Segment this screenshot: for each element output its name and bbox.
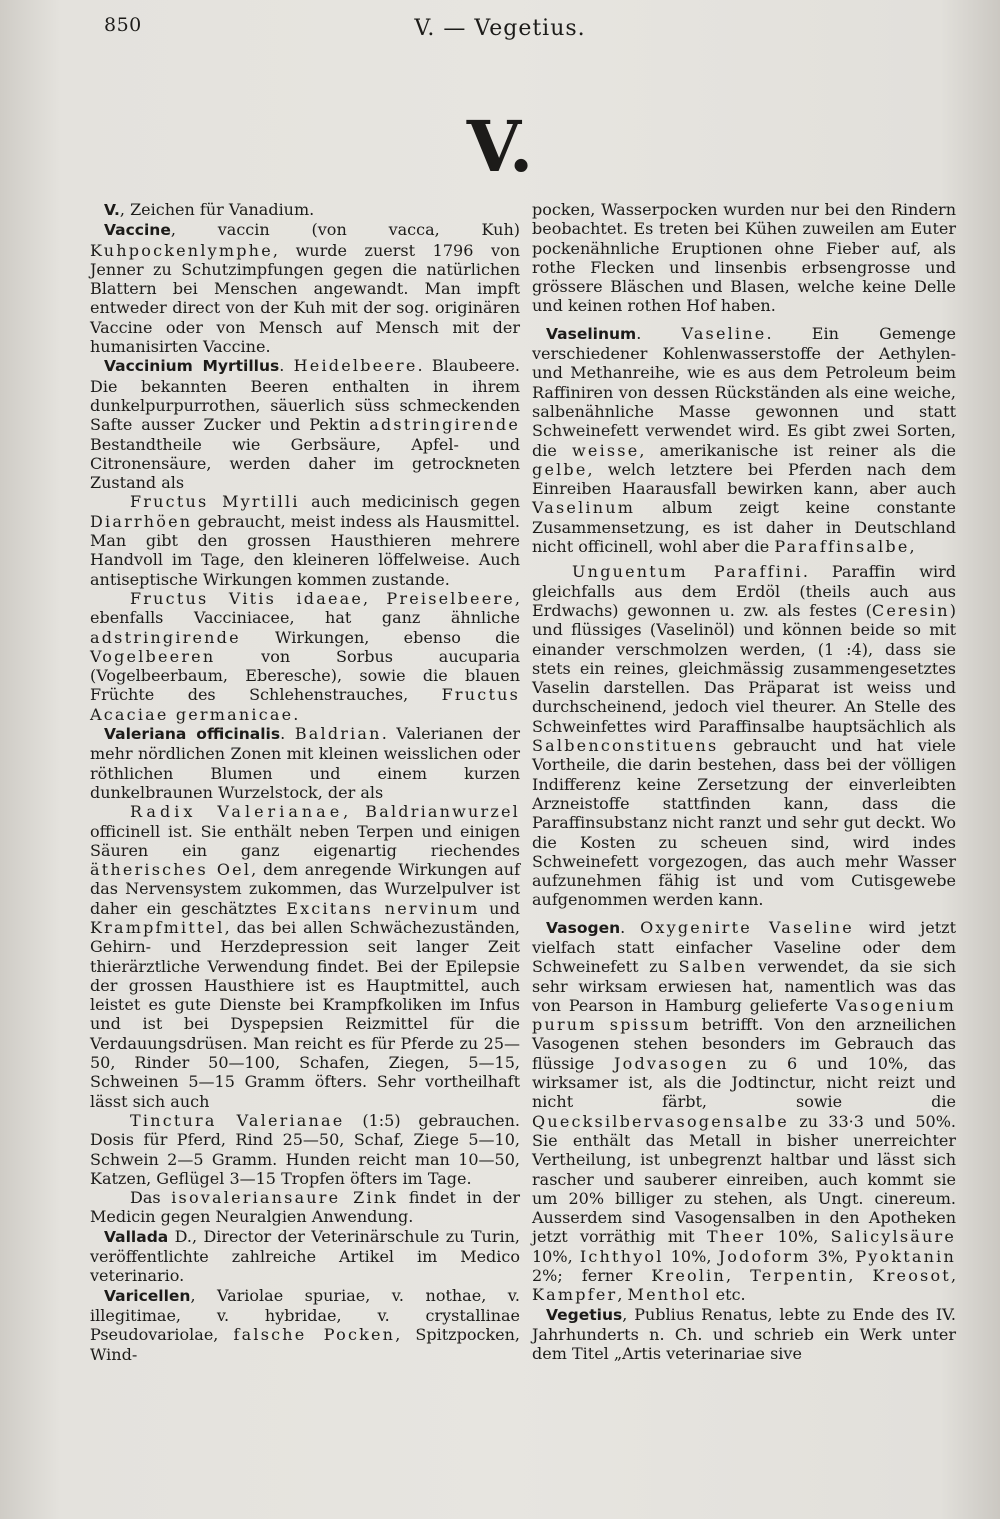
spaced-term: Kampfer (532, 1285, 618, 1305)
entry-text: auch medicinisch gegen (299, 492, 521, 512)
spaced-term: Kreosot (872, 1266, 951, 1286)
spaced-term: falsche Pocken (233, 1325, 396, 1345)
entry-tinctura-valerianae (90, 1111, 520, 1188)
spaced-term: Vaseline (681, 323, 767, 343)
spaced-term: Diarrhöen (90, 511, 193, 531)
entry-text: D., Director der Veterinärschule zu Turin, veröffentlichte zahlreiche Artikel im Medico veterinario. (90, 1226, 520, 1286)
entry-text: Bestandtheile wie Gerbsäure, Apfel- und Citronensäure, werden daher im getrockneten Zustand als (90, 434, 520, 493)
spaced-term: Quecksilbervasogensalbe (532, 1111, 789, 1131)
entry-text: , vaccin (von vacca, Kuh) (170, 220, 520, 240)
entry-text: , (950, 1266, 957, 1286)
entry-text: . Ein Gemenge verschiedener Kohlenwasserstoffe der Aethylen- und Methanreihe, wie es aus dem Petroleum beim Raffiniren von dessen Rückständen als eine weiche, salbenähnliche Masse gewonnen und statt Schweinefett verwendet wird. Es gibt zwei Sorten, die (532, 323, 957, 460)
spaced-term: ätherisches Oel (90, 860, 252, 880)
entry-text: . (280, 724, 295, 744)
spaced-term: Theer (706, 1227, 766, 1247)
entry-text: . (620, 917, 641, 937)
entry-text: 10%, (532, 1246, 580, 1266)
entry-text: album zeigt keine constante Zusammensetzung, es ist daher in Deutschland nicht officinell, wohl aber die (532, 498, 956, 557)
spaced-term: Tinctura Valerianae (130, 1110, 345, 1130)
entry-vaselinum (532, 324, 956, 557)
entry-fructus-vitis-idaeae (90, 589, 520, 724)
headword: Vallada (104, 1227, 169, 1246)
spaced-term: Jodoform (718, 1246, 811, 1266)
spaced-term: Unguentum Paraffini (572, 562, 803, 582)
entry-text: , (617, 1285, 628, 1305)
spaced-term: Jodvasogen (614, 1053, 729, 1073)
page-number: 850 (104, 14, 142, 36)
headword: Vasogen (546, 918, 621, 937)
running-head: V. — Vegetius. (414, 16, 586, 41)
entry-text: , Zeichen für Vanadium. (119, 200, 315, 219)
entry-text: gebraucht, meist indess als Hausmittel. Man gibt den grossen Hausthieren mehrere Handvoll im Tage, den kleineren löffelweise. Auch antiseptische Wirkungen kommen zustande. (90, 511, 520, 589)
entry-vaccine (90, 220, 520, 356)
entry-text: etc. (710, 1285, 746, 1305)
entry-text: . (293, 704, 299, 724)
spaced-term: Paraffinsalbe (774, 537, 910, 557)
headword: V. (104, 201, 120, 219)
entry-text: , (726, 1266, 751, 1286)
entry-text: , welch letztere bei Pferden nach dem Einreiben Haarausfall bewirken kann, aber auch (532, 459, 956, 499)
entry-text: 10%, (663, 1246, 719, 1266)
entry-text: , Variolae spuriae, v. nothae, v. illegitimae, v. hybridae, v. crystallinae Pseudovariolae, (90, 1285, 520, 1345)
spaced-term: Pyoktanin (855, 1246, 957, 1266)
entry-text: betrifft. Von den arzneilichen Vasogenen stehen besonders im Gebrauch das flüssige (532, 1015, 956, 1073)
entry-text: gebraucht und hat viele Vortheile, die darin bestehen, dass bei der völligen Indifferenz keine Zersetzung der einverleibten Arzneistoffe stattfinden kann, dass die Paraffinsubstanz nicht ranzt und sehr gut deckt. Wo die Kosten zu scheuen sind, wird indes Schweinefett vorgezogen, das auch mehr Wasser aufzunehmen fähig ist und vom Cutisgewebe aufgenommen werden kann. (532, 736, 956, 910)
entry-text: Wirkungen, ebenso die (240, 627, 520, 647)
entry-text: verwendet, da sie sich sehr wirksam erwiesen hat, namentlich was das von Pearson in Hamburg gelieferte (532, 957, 957, 1015)
entry-text: . Blaubeere. Die bekannten Beeren enthalten in ihrem dunkelpurpurrothen, säuerlich süss schmeckenden Safte ausser Zucker und Pektin (90, 356, 520, 435)
spaced-term: Salicylsäure (830, 1227, 956, 1247)
entry-text: . Valerianen der mehr nördlichen Zonen mit kleinen weisslichen oder röthlichen Blumen und einem kurzen dunkelbraunen Wurzelstock, der als (90, 724, 520, 802)
entry-vaccinium-myrtillus (90, 356, 520, 492)
spaced-term: weisse (572, 440, 640, 460)
spaced-term: Vogelbeeren (90, 646, 216, 666)
entry-text: 2%; ferner (532, 1266, 652, 1286)
spaced-term: Heidelbeere (293, 356, 418, 376)
spaced-term: Fructus Myrtilli (130, 492, 300, 512)
spaced-term: adstringirende (90, 627, 241, 647)
entry-text: , (848, 1266, 873, 1286)
spaced-term: Fructus Acaciae germanicae (90, 685, 520, 724)
spaced-term: Salbenconstituens (532, 736, 719, 756)
entry-vasogen (532, 918, 956, 1305)
spaced-term: Radix Valerianae (130, 802, 344, 822)
entry-text: , dem anregende Wirkungen auf das Nervensystem zukommen, das Wurzelpulver ist daher ein geschätztes (90, 860, 521, 918)
spaced-term: Menthol (627, 1285, 711, 1305)
entry-text: pocken, Wasserpocken wurden nur bei den Rindern beobachtet. Es treten bei Kühen zuweilen am Euter pockenähnliche Eruptionen ohne Fieber auf, als rothe Flecken und linsenbis erbsengrosse und grössere Bläschen und Blasen, welche keine Delle und keinen rothen Hof haben. (532, 200, 956, 316)
entry-text: , wurde zuerst 1796 von Jenner zu Schutzimpfungen gegen die natürlichen Blattern bei Menschen angewandt. Man impft entweder direct von der Kuh mit der sog. originären Vaccine oder von Mensch auf Mensch mit der humanisirten Vaccine. (90, 240, 520, 357)
entry-vallada (90, 1227, 520, 1286)
headword: Varicellen (104, 1286, 191, 1305)
entry-unguentum-paraffini (532, 562, 956, 909)
entry-text: (1:5) gebrauchen. Dosis für Pferd, Rind 25—50, Schaf, Ziege 5—10, Schwein 2—5 Gramm. Hunden reicht man 10—50, Katzen, Geflügel 3—15 Tropfen öfters im Tage. (90, 1110, 520, 1188)
entry-text: und (479, 898, 521, 918)
spaced-term: Krampfmittel (90, 917, 225, 937)
entry-text: von Sorbus aucuparia (Vogelbeerbaum, Eberesche), sowie die blauen Früchte des Schlehenstrauches, (90, 646, 520, 705)
spaced-term: Ichthyol (579, 1246, 664, 1266)
entry-radix-valerianae (90, 802, 520, 1111)
entry-text: . (636, 323, 682, 343)
entry-text: , amerikanische ist reiner als die (639, 440, 957, 460)
entry-text: zu 6 und 10%, das wirksamer ist, als die Jodtinctur, nicht reizt und nicht färbt, sowie die (532, 1053, 956, 1112)
spaced-term: gelbe (532, 459, 588, 479)
entry-text: . (279, 356, 294, 376)
entry-text: 10%, (765, 1227, 831, 1247)
entry-text: officinell ist. Sie enthält neben Terpen und einigen Säuren ein ganz eigenartig riechendes (90, 821, 520, 860)
spaced-term: Baldrian (294, 724, 382, 744)
spaced-term: Kuhpockenlymphe (90, 240, 273, 260)
entry-text: Das (130, 1188, 172, 1208)
entry-text: , (343, 802, 366, 822)
headword: Valeriana officinalis (104, 725, 281, 744)
entry-fructus-myrtilli (90, 492, 520, 588)
section-letter: V. (466, 105, 534, 188)
entry-isovaleriansaure-zink (90, 1188, 520, 1227)
spaced-term: Kreolin (651, 1266, 727, 1286)
spaced-term: Baldrianwurzel (365, 802, 520, 822)
left-column (90, 200, 520, 1364)
entry-text: 3%, (810, 1246, 856, 1266)
spaced-term: Salben (678, 957, 748, 977)
entry-vegetius (532, 1305, 956, 1364)
entry-text: , ebenfalls Vacciniacee, hat ganz ähnliche (90, 588, 521, 628)
entry-text: , (909, 537, 915, 557)
spaced-term: Vasogenium purum spissum (532, 995, 956, 1035)
entry-varicellen (90, 1286, 520, 1364)
spaced-term: Fructus Vitis idaeae (130, 588, 364, 608)
entry-text: . Paraffin wird gleichfalls aus dem Erdöl (theils auch aus Erdwachs) gewonnen u. zw. als festes ( (532, 562, 957, 620)
spaced-term: Terpentin (750, 1266, 849, 1286)
entry-valeriana-officinalis (90, 724, 520, 802)
entry-text: , das bei allen Schwächezuständen, Gehirn- und Herzdepression seit langer Zeit thierärztliche Verwendung findet. Bei der Epilepsie der grossen Hausthiere ist es Hauptmittel, auch leistet es gute Dienste bei Krampfkoliken im Infus und ist bei Dyspepsien Reizmittel für die Verdauungsdrüsen. Man reicht es für Pferde zu 25—50, Rinder 50—100, Schafen, Ziegen, 5—15, Schweinen 5—15 Gramm öfters. Sehr vortheilhaft lässt sich auch (90, 917, 520, 1111)
headword: Vaccinium Myrtillus (104, 357, 280, 376)
spaced-term: Excitans nervinum (286, 898, 480, 918)
headword: Vaccine (104, 221, 171, 240)
spaced-term: isovaleriansaure Zink (171, 1188, 399, 1208)
spaced-term: Oxygenirte Vaseline (640, 917, 854, 937)
entry-text: zu 33·3 und 50%. Sie enthält das Metall in bisher unerreichter Vertheilung, ist unbegrenzt haltbar und lässt sich rascher und sauberer einreiben, auch kommt sie um 20% billiger zu stehen, als Ungt. cinereum. Ausserdem sind Vasogensalben in den Apotheken jetzt vorräthig mit (532, 1111, 956, 1247)
spaced-term: Ceresin (871, 600, 950, 620)
right-column (532, 200, 956, 1364)
entry-varicellen-continued (532, 200, 956, 316)
entry-text: wird jetzt vielfach statt einfacher Vaseline oder dem Schweinefett zu (532, 917, 957, 977)
entry-text: , Publius Renatus, lebte zu Ende des IV. Jahrhunderts n. Ch. und schrieb ein Werk unter dem Titel „Artis veterinariae sive (532, 1304, 956, 1364)
spaced-term: Vaselinum (532, 498, 636, 518)
entry-text: findet in der Medicin gegen Neuralgien Anwendung. (90, 1188, 520, 1227)
entry-text: ) und flüssiges (Vaselinöl) und können beide so mit einander verschmolzen werden, (1 :4), dass sie stets ein reines, gleichmässig zusammengesetztes Vaselin darstellen. Das Präparat ist weiss und durchscheinend, jedoch viel theurer. An Stelle des Schweinfettes wird Paraffinsalbe hauptsächlich als (532, 600, 956, 736)
spaced-term: adstringirende (369, 415, 520, 435)
headword: Vaselinum (546, 324, 637, 343)
entry-text: , (363, 588, 387, 608)
spaced-term: Preiselbeere (386, 588, 515, 608)
headword: Vegetius (546, 1305, 623, 1324)
entry-text: , Spitzpocken, Wind- (90, 1325, 520, 1364)
entry-v (90, 200, 520, 220)
